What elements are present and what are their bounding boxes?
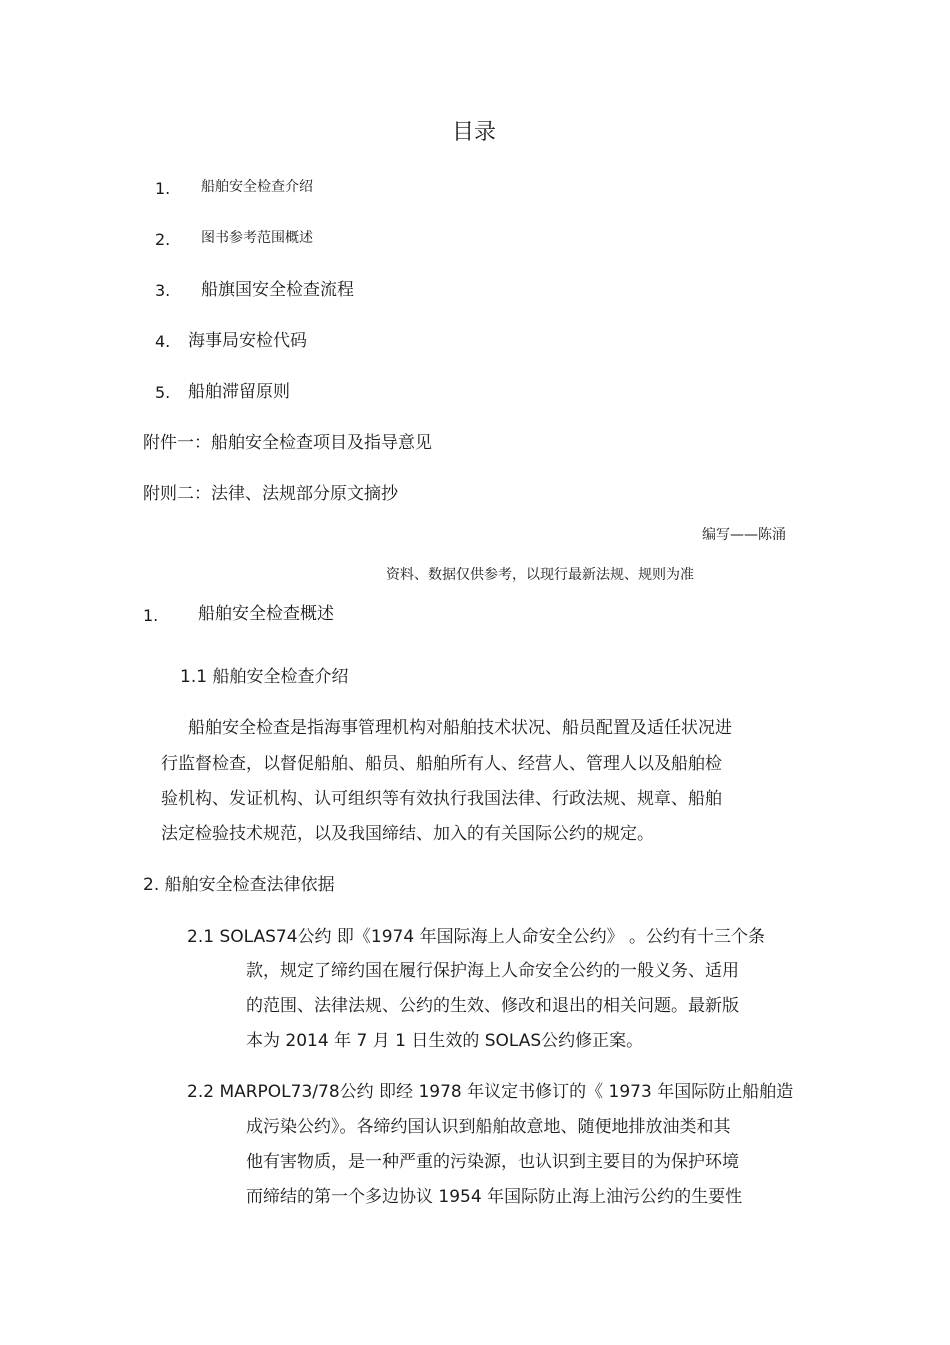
paragraph-line: 款，规定了缔约国在履行保护海上人命安全公约的一般义务、适用 — [246, 961, 739, 981]
toc-item-5-label: 船舶滞留原则 — [188, 382, 290, 402]
paragraph-line: 2.1 SOLAS74公约 即《1974 年国际海上人命安全公约》 。公约有十三个条 — [187, 927, 765, 947]
toc-item-3-label: 船旗国安全检查流程 — [201, 280, 354, 300]
toc-item-2-number: 2. — [155, 230, 171, 249]
section-1-heading: 船舶安全检查概述 — [198, 604, 334, 624]
paragraph-line: 他有害物质，是一种严重的污染源，也认识到主要目的为保护环境 — [246, 1152, 739, 1172]
toc-item-2-label: 图书参考范围概述 — [201, 230, 313, 246]
toc-item-1-label: 船舶安全检查介绍 — [201, 179, 313, 195]
page-title: 目录 — [452, 120, 497, 145]
paragraph-line: 法定检验技术规范，以及我国缔结、加入的有关国际公约的规定。 — [161, 824, 654, 844]
paragraph-line: 验机构、发证机构、认可组织等有效执行我国法律、行政法规、规章、船舶 — [161, 789, 722, 809]
toc-item-1-number: 1. — [155, 179, 171, 198]
paragraph-line: 本为 2014 年 7 月 1 日生效的 SOLAS公约修正案。 — [246, 1031, 644, 1051]
author-note: 编写——陈涌 — [702, 527, 786, 543]
paragraph-line: 而缔结的第一个多边协议 1954 年国际防止海上油污公约的生要性 — [246, 1187, 743, 1207]
paragraph-line: 船舶安全检查是指海事管理机构对船舶技术状况、船员配置及适任状况进 — [188, 718, 732, 738]
paragraph-line: 的范围、法律法规、公约的生效、修改和退出的相关问题。最新版 — [246, 996, 739, 1016]
paragraph-line: 行监督检查，以督促船舶、船员、船舶所有人、经营人、管理人以及船舶检 — [161, 754, 722, 774]
toc-item-3-number: 3. — [155, 281, 171, 300]
toc-item-4-label: 海事局安检代码 — [188, 331, 307, 351]
paragraph-line: 2.2 MARPOL73/78公约 即经 1978 年议定书修订的《 1973 年国际防止船舶造 — [187, 1082, 794, 1102]
appendix-2: 附则二：法律、法规部分原文摘抄 — [143, 484, 398, 504]
toc-item-5-number: 5. — [155, 383, 171, 402]
section-1-number: 1. — [143, 606, 159, 625]
subsection-1-1-heading: 1.1 船舶安全检查介绍 — [180, 667, 349, 687]
section-2-heading: 2. 船舶安全检查法律依据 — [143, 875, 335, 895]
appendix-1: 附件一：船舶安全检查项目及指导意见 — [143, 433, 432, 453]
disclaimer-note: 资料、数据仅供参考，以现行最新法规、规则为准 — [386, 567, 694, 583]
paragraph-line: 成污染公约》。各缔约国认识到船舶故意地、随便地排放油类和其 — [246, 1117, 731, 1137]
toc-item-4-number: 4. — [155, 332, 171, 351]
